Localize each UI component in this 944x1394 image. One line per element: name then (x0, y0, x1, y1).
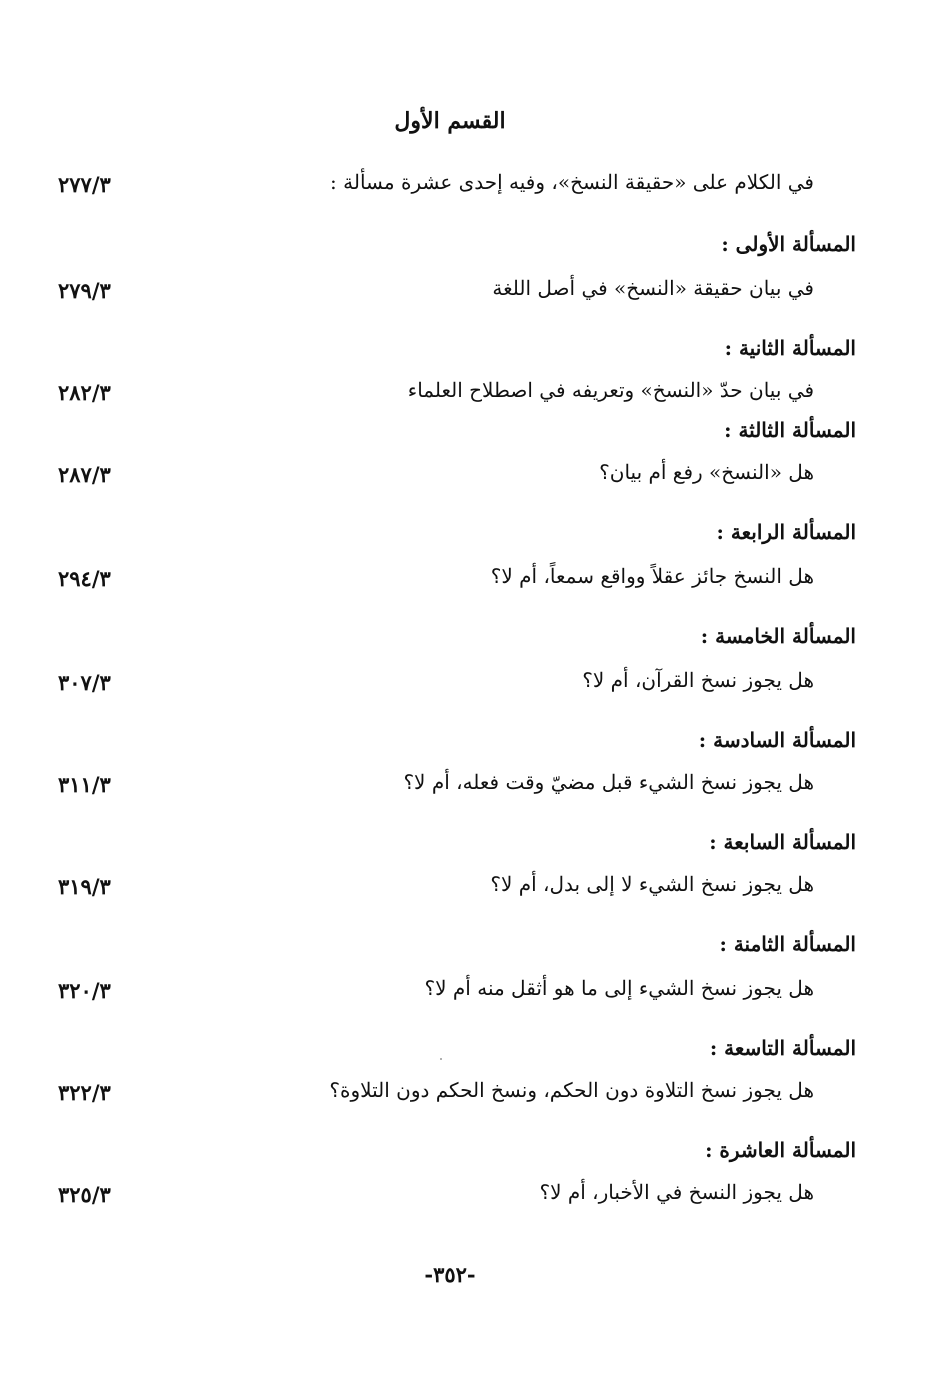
entry-text: هل يجوز نسخ القرآن، أم لا؟ (582, 668, 814, 692)
entry-text: هل النسخ جائز عقلاً وواقع سمعاً، أم لا؟ (490, 564, 814, 588)
section-title: القسم الأول (394, 108, 506, 134)
entry-ref: ٣٢٠/٣ (58, 978, 111, 1003)
entry-text: في بيان حدّ «النسخ» وتعريفه في اصطلاح العلماء (407, 378, 814, 402)
entry-heading: المسألة السابعة : (709, 830, 856, 854)
entry-ref: ٢٩٤/٣ (58, 566, 111, 591)
entry-heading: المسألة الأولى : (721, 232, 856, 256)
entry-ref: ٣٢٥/٣ (58, 1182, 111, 1207)
intro-text: في الكلام على «حقيقة النسخ»، وفيه إحدى عشرة مسألة : (330, 170, 814, 194)
entry-text: في بيان حقيقة «النسخ» في أصل اللغة (492, 276, 814, 300)
entry-heading: المسألة الخامسة : (700, 624, 856, 648)
entry-text: هل يجوز نسخ الشيء قبل مضيّ وقت فعله، أم لا؟ (403, 770, 814, 794)
entry-heading: المسألة العاشرة : (705, 1138, 856, 1162)
entry-ref: ٣٠٧/٣ (58, 670, 111, 695)
scan-speck (440, 1058, 442, 1060)
entry-text: هل يجوز نسخ الشيء إلى ما هو أثقل منه أم لا؟ (424, 976, 814, 1000)
entry-text: هل «النسخ» رفع أم بيان؟ (599, 460, 814, 484)
entry-ref: ٢٧٩/٣ (58, 278, 111, 303)
entry-heading: المسألة الثالثة : (724, 418, 856, 442)
entry-heading: المسألة الثانية : (724, 336, 856, 360)
entry-heading: المسألة التاسعة : (709, 1036, 856, 1060)
entry-ref: ٢٨٢/٣ (58, 380, 111, 405)
entry-ref: ٣٢٢/٣ (58, 1080, 111, 1105)
entry-heading: المسألة الثامنة : (719, 932, 856, 956)
intro-ref: ٢٧٧/٣ (58, 172, 111, 197)
entry-text: هل يجوز النسخ في الأخبار، أم لا؟ (539, 1180, 814, 1204)
entry-text: هل يجوز نسخ التلاوة دون الحكم، ونسخ الحكم دون التلاوة؟ (329, 1078, 814, 1102)
page-number: -٣٥٢- (424, 1262, 476, 1287)
entry-ref: ٣١٩/٣ (58, 874, 111, 899)
entry-heading: المسألة السادسة : (698, 728, 856, 752)
entry-ref: ٢٨٧/٣ (58, 462, 111, 487)
entry-text: هل يجوز نسخ الشيء لا إلى بدل، أم لا؟ (490, 872, 814, 896)
entry-ref: ٣١١/٣ (58, 772, 111, 797)
entry-heading: المسألة الرابعة : (716, 520, 856, 544)
